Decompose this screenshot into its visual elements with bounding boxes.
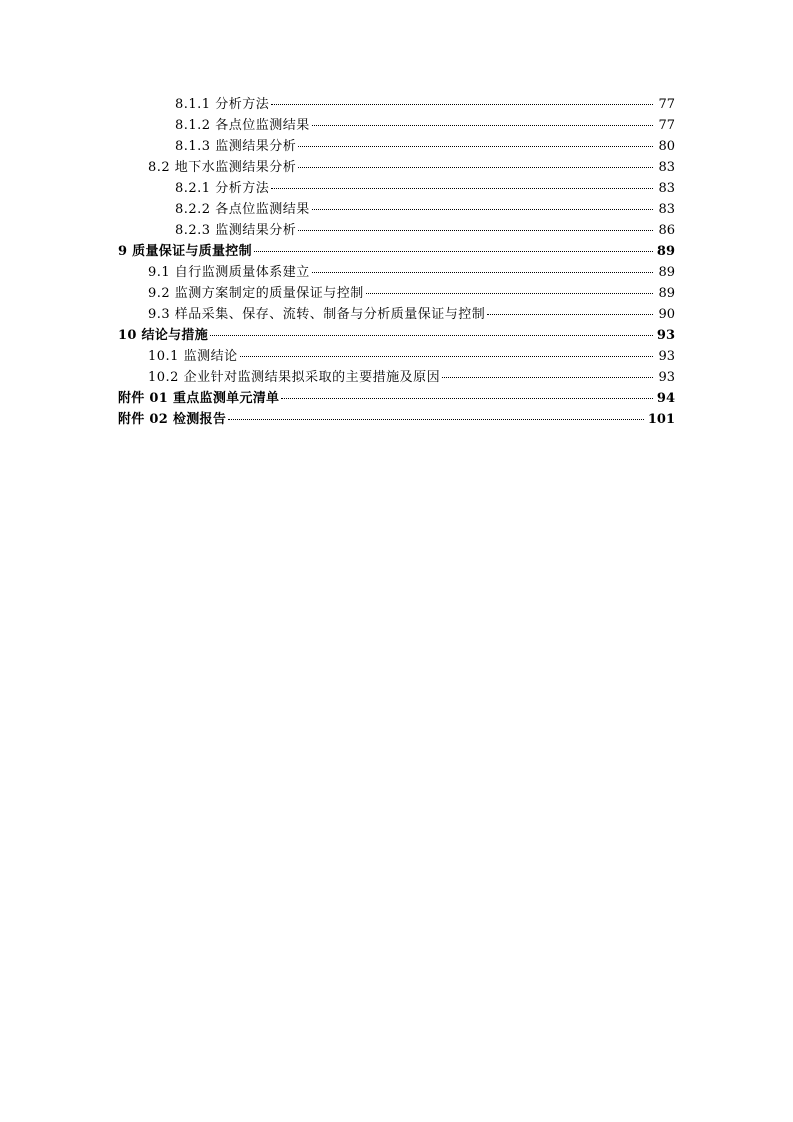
- toc-entry[interactable]: [118, 346, 675, 367]
- toc-entry-page: 77: [658, 97, 675, 112]
- toc-entry[interactable]: [118, 157, 675, 178]
- toc-entry[interactable]: [118, 367, 675, 388]
- toc-leader-dots: [271, 103, 653, 105]
- toc-entry-page: 86: [658, 223, 675, 238]
- toc-leader-dots: [240, 355, 653, 357]
- toc-entry[interactable]: [118, 94, 675, 115]
- toc-leader-dots: [298, 166, 653, 168]
- toc-entry-label: 9.2 监测方案制定的质量保证与控制: [148, 286, 364, 301]
- toc-leader-dots: [210, 334, 653, 336]
- toc-entry-page: 89: [658, 265, 675, 280]
- toc-entry[interactable]: [118, 304, 675, 325]
- toc-leader-dots: [281, 397, 653, 399]
- toc-leader-dots: [312, 208, 653, 210]
- toc-leader-dots: [487, 313, 653, 315]
- toc-leader-dots: [298, 229, 653, 231]
- toc-entry-page: 77: [658, 118, 675, 133]
- toc-entry-label: 9 质量保证与质量控制: [118, 244, 252, 259]
- toc-entry-page: 80: [658, 139, 675, 154]
- toc-entry-page: 83: [658, 181, 675, 196]
- toc-entry[interactable]: [118, 241, 675, 262]
- toc-leader-dots: [366, 292, 653, 294]
- toc-leader-dots: [298, 145, 653, 147]
- toc-entry-label: 8.2.2 各点位监测结果: [175, 202, 310, 217]
- toc-entry[interactable]: [118, 262, 675, 283]
- toc-entry[interactable]: [118, 115, 675, 136]
- toc-entry-label: 10.1 监测结论: [148, 349, 238, 364]
- toc-leader-dots: [271, 187, 653, 189]
- toc-entry-page: 89: [656, 244, 675, 259]
- toc-entry-page: 83: [658, 202, 675, 217]
- toc-leader-dots: [228, 418, 644, 420]
- toc-entry-page: 83: [658, 160, 675, 175]
- toc-entry[interactable]: [118, 388, 675, 409]
- toc-entry-label: 8.2.1 分析方法: [175, 181, 270, 196]
- toc-entry-label: 8.1.2 各点位监测结果: [175, 118, 310, 133]
- toc-entry[interactable]: [118, 199, 675, 220]
- toc-entry-label: 8.1.3 监测结果分析: [175, 139, 297, 154]
- toc-entry[interactable]: [118, 325, 675, 346]
- toc-entry-label: 10.2 企业针对监测结果拟采取的主要措施及原因: [148, 370, 441, 385]
- toc-entry-page: 93: [658, 370, 675, 385]
- toc-entry-page: 94: [656, 391, 675, 406]
- toc-leader-dots: [254, 250, 653, 252]
- toc-entry-page: 89: [658, 286, 675, 301]
- toc-entry-label: 9.1 自行监测质量体系建立: [148, 265, 310, 280]
- toc-entry-label: 8.2.3 监测结果分析: [175, 223, 297, 238]
- toc-entry-label: 8.1.1 分析方法: [175, 97, 270, 112]
- toc-entry-page: 101: [647, 412, 675, 427]
- toc-entry-label: 附件 01 重点监测单元清单: [118, 391, 280, 406]
- table-of-contents: [118, 94, 675, 430]
- toc-leader-dots: [442, 376, 653, 378]
- toc-entry-label: 8.2 地下水监测结果分析: [148, 160, 297, 175]
- toc-entry-label: 9.3 样品采集、保存、流转、制备与分析质量保证与控制: [148, 307, 486, 322]
- toc-entry[interactable]: [118, 136, 675, 157]
- toc-entry-page: 93: [658, 349, 675, 364]
- toc-entry[interactable]: [118, 283, 675, 304]
- toc-entry[interactable]: [118, 409, 675, 430]
- toc-leader-dots: [312, 271, 653, 273]
- toc-entry-page: 93: [656, 328, 675, 343]
- toc-entry-label: 附件 02 检测报告: [118, 412, 227, 427]
- toc-leader-dots: [312, 124, 653, 126]
- toc-entry[interactable]: [118, 178, 675, 199]
- toc-entry-label: 10 结论与措施: [118, 328, 209, 343]
- toc-entry[interactable]: [118, 220, 675, 241]
- toc-entry-page: 90: [658, 307, 675, 322]
